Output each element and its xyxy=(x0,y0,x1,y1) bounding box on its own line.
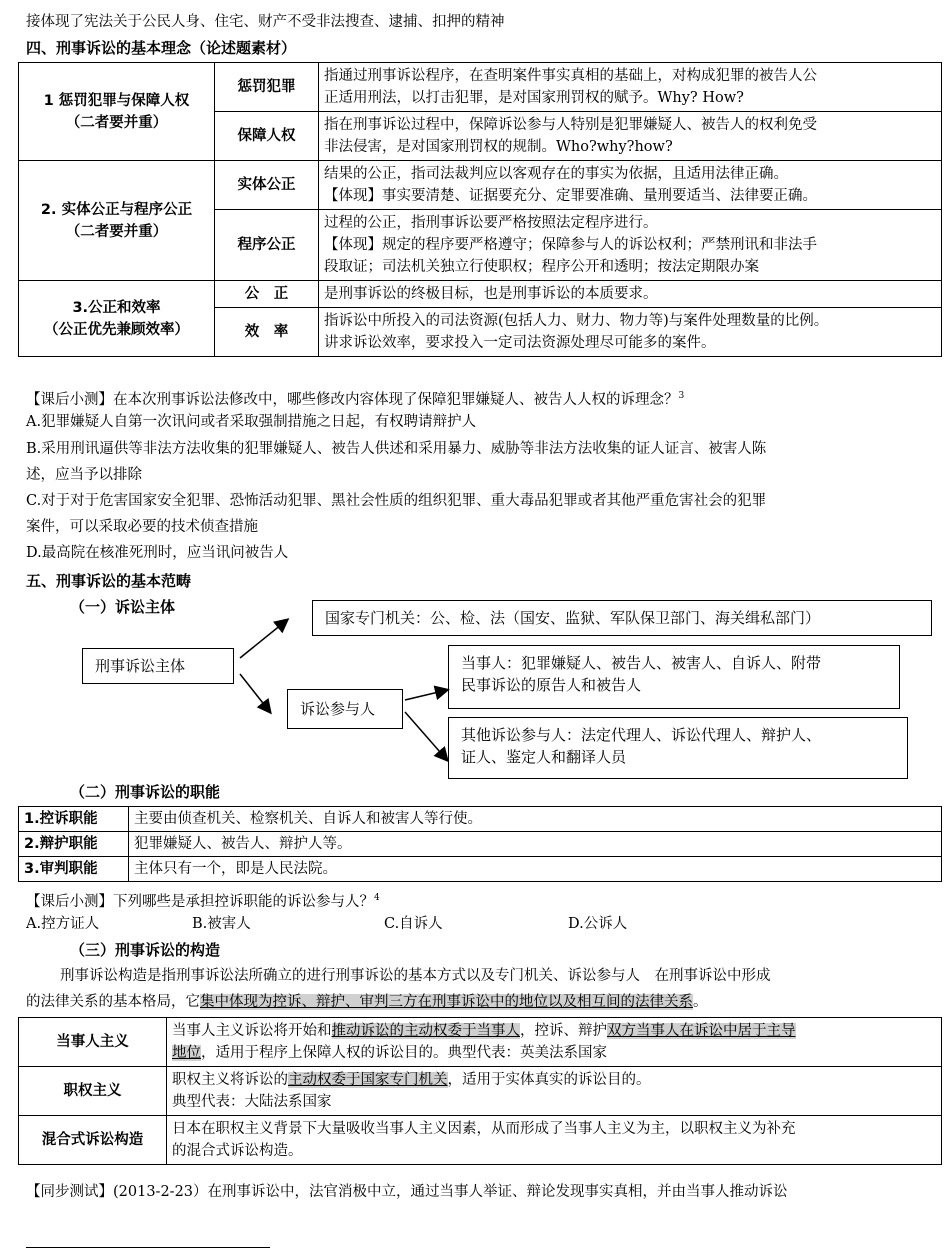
quiz-option-b: B.采用刑讯逼供等非法方法收集的犯罪嫌疑人、被告人供述和采用暴力、威胁等非法方法收集的证人证言、被害人陈 xyxy=(26,441,767,457)
desc-text: ，适用于实体真实的诉讼目的。 xyxy=(447,1072,651,1088)
table-row xyxy=(19,1116,942,1165)
quiz-option-c-cont: 案件，可以采取必要的技术侦查措施 xyxy=(26,519,258,535)
state-organs-box: 国家专门机关：公、检、法（国安、监狱、军队保卫部门、海关缉私部门） xyxy=(312,600,932,636)
desc-text: 职权主义将诉讼的 xyxy=(172,1072,288,1088)
function-desc: 主体只有一个，即是人民法院。 xyxy=(129,857,942,882)
quiz-question-text: 【课后小测】在本次刑事诉讼法修改中，哪些修改内容体现了保障犯罪嫌疑人、被告人人权的诉理念？ xyxy=(26,391,679,408)
structure-name: 职权主义 xyxy=(19,1067,167,1116)
desc-line: 段取证；司法机关独立行使职权；程序公开和透明；按法定期限办案 xyxy=(324,259,759,275)
desc-line: 正适用刑法，以打击犯罪，是对国家刑罚权的赋予。Why? How? xyxy=(324,90,744,106)
quiz-option-b: B.被害人 xyxy=(192,916,251,932)
footnote-mark: 3 xyxy=(678,391,685,401)
desc-highlight: 推动诉讼的主动权委于当事人 xyxy=(331,1023,520,1039)
arrow-to-parties xyxy=(405,690,447,700)
desc-line: 典型代表：大陆法系国家 xyxy=(172,1094,332,1110)
desc-line: 指通过刑事诉讼程序，在查明案件事实真相的基础上，对构成犯罪的被告人公 xyxy=(324,68,817,84)
quiz-question-text: 【课后小测】下列哪些是承担控诉职能的诉讼参与人？ xyxy=(26,893,374,910)
footnote-rule xyxy=(26,1247,270,1248)
structure-paragraph-cont xyxy=(26,992,708,1012)
desc-line: 【体现】事实要清楚、证据要充分、定罪要准确、量刑要适当、法律要正确。 xyxy=(324,188,817,204)
function-desc: 犯罪嫌疑人、被告人、辩护人等。 xyxy=(129,832,942,857)
desc-line xyxy=(172,1020,936,1042)
table-row xyxy=(19,1018,942,1067)
desc-line: 【体现】规定的程序要严格遵守；保障参与人的诉讼权利；严禁刑讯和非法手 xyxy=(324,237,817,253)
item-name: 保障人权 xyxy=(215,112,319,161)
item-name: 公 正 xyxy=(215,281,319,308)
structures-table xyxy=(18,1017,942,1165)
desc-line: 指在刑事诉讼过程中，保障诉讼参与人特别是犯罪嫌疑人、被告人的权利免受 xyxy=(324,117,817,133)
root-box: 刑事诉讼主体 xyxy=(82,648,234,684)
item-name: 惩罚犯罪 xyxy=(215,63,319,112)
desc-highlight: 主动权委于国家专门机关 xyxy=(288,1072,448,1088)
structure-paragraph: 刑事诉讼构造是指刑事诉讼法所确立的进行刑事诉讼的基本方式以及专门机关、诉讼参与人 在刑事诉讼中形成 xyxy=(60,968,771,984)
table-row xyxy=(19,857,942,882)
para-text: 。 xyxy=(693,994,708,1010)
arrow-to-state-organs xyxy=(240,620,287,658)
group-title: 3.公正和效率 xyxy=(72,299,161,316)
desc-line: 是刑事诉讼的终极目标，也是刑事诉讼的本质要求。 xyxy=(324,286,658,302)
desc-highlight: 地位 xyxy=(172,1045,201,1061)
quiz-option-a: A.犯罪嫌疑人自第一次讯问或者采取强制措施之日起，有权聘请辩护人 xyxy=(26,414,477,430)
item-name: 程序公正 xyxy=(215,210,319,281)
group-subtitle: （二者要并重） xyxy=(65,223,168,240)
table-row xyxy=(19,807,942,832)
quiz-option-c: C.自诉人 xyxy=(384,916,443,932)
parties-line: 当事人：犯罪嫌疑人、被告人、被害人、自诉人、附带 xyxy=(461,654,822,672)
desc-line: 非法侵害，是对国家刑罚权的规制。Who?why?how? xyxy=(324,139,673,155)
quiz-option-d: D.公诉人 xyxy=(568,916,628,932)
subheading-functions: （二）刑事诉讼的职能 xyxy=(70,783,221,801)
desc-line: 日本在职权主义背景下大量吸收当事人主义因素，从而形成了当事人主义为主，以职权主义为补充 xyxy=(172,1121,796,1137)
function-desc: 主要由侦查机关、检察机关、自诉人和被害人等行使。 xyxy=(129,807,942,832)
group-title: 1 惩罚犯罪与保障人权 xyxy=(43,92,190,109)
desc-text: ，控诉、辩护 xyxy=(520,1023,607,1039)
desc-line xyxy=(172,1042,936,1064)
others-line: 证人、鉴定人和翻译人员 xyxy=(461,748,627,766)
structure-desc xyxy=(167,1067,942,1116)
quiz-question xyxy=(26,888,380,912)
para-text: 的法律关系的基本格局，它 xyxy=(26,994,200,1010)
structure-desc xyxy=(167,1116,942,1165)
group-subtitle: （二者要并重） xyxy=(65,114,168,131)
quiz-option-d: D.最高院在核准死刑时，应当讯问被告人 xyxy=(26,545,289,561)
subheading-structure: （三）刑事诉讼的构造 xyxy=(70,941,221,959)
quiz-option-c: C.对于对于危害国家安全犯罪、恐怖活动犯罪、黑社会性质的组织犯罪、重大毒品犯罪或者其他严重危害社会的犯罪 xyxy=(26,493,767,509)
desc-text: ，适用于程序上保障人权的诉讼目的。典型代表：英美法系国家 xyxy=(201,1045,607,1061)
function-name: 2.辩护职能 xyxy=(19,832,129,857)
table-row xyxy=(19,832,942,857)
desc-text: 当事人主义诉讼将开始和 xyxy=(172,1023,332,1039)
table-row xyxy=(19,1067,942,1116)
desc-line: 结果的公正，指司法裁判应以客观存在的事实为依据，且适用法律正确。 xyxy=(324,166,788,182)
item-name: 实体公正 xyxy=(215,161,319,210)
group-subtitle: （公正优先兼顾效率） xyxy=(44,321,189,338)
function-name: 1.控诉职能 xyxy=(19,807,129,832)
desc-line: 过程的公正，指刑事诉讼要严格按照法定程序进行。 xyxy=(324,215,658,231)
intro-text: 接体现了宪法关于公民人身、住宅、财产不受非法搜查、逮捕、扣押的精神 xyxy=(26,14,505,30)
structure-desc xyxy=(167,1018,942,1067)
desc-line: 讲求诉讼效率，要求投入一定司法资源处理尽可能多的案件。 xyxy=(324,335,716,351)
desc-line xyxy=(172,1069,936,1091)
para-highlight: 集中体现为控诉、辩护、审判三方在刑事诉讼中的地位以及相互间的法律关系 xyxy=(200,994,693,1010)
quiz-option-b-cont: 述，应当予以排除 xyxy=(26,467,142,483)
arrow-to-participants xyxy=(240,674,270,712)
arrow-to-others xyxy=(405,712,447,760)
footnote-mark: 4 xyxy=(374,893,380,903)
function-name: 3.审判职能 xyxy=(19,857,129,882)
others-line: 其他诉讼参与人：法定代理人、诉讼代理人、辩护人、 xyxy=(461,726,822,744)
structure-name: 当事人主义 xyxy=(19,1018,167,1067)
section-heading-5: 五、刑事诉讼的基本范畴 xyxy=(26,572,192,590)
participants-box: 诉讼参与人 xyxy=(287,689,403,729)
sync-test-text: 【同步测试】(2013-2-23）在刑事诉讼中，法官消极中立，通过当事人举证、辩论发现事实真相，并由当事人推动诉讼 xyxy=(26,1184,788,1200)
subheading-subjects: （一）诉讼主体 xyxy=(70,598,176,616)
desc-line: 指诉讼中所投入的司法资源(包括人力、财力、物力等)与案件处理数量的比例。 xyxy=(324,313,829,329)
structure-name: 混合式诉讼构造 xyxy=(19,1116,167,1165)
desc-highlight: 双方当事人在诉讼中居于主导 xyxy=(607,1023,796,1039)
item-name: 效 率 xyxy=(215,308,319,357)
parties-line: 民事诉讼的原告人和被告人 xyxy=(461,676,642,694)
section-heading-4: 四、刑事诉讼的基本理念（论述题素材） xyxy=(26,39,297,57)
group-title: 2. 实体公正与程序公正 xyxy=(40,201,193,218)
functions-table xyxy=(18,806,942,882)
quiz-option-a: A.控方证人 xyxy=(26,916,100,932)
desc-line: 的混合式诉讼构造。 xyxy=(172,1143,303,1159)
